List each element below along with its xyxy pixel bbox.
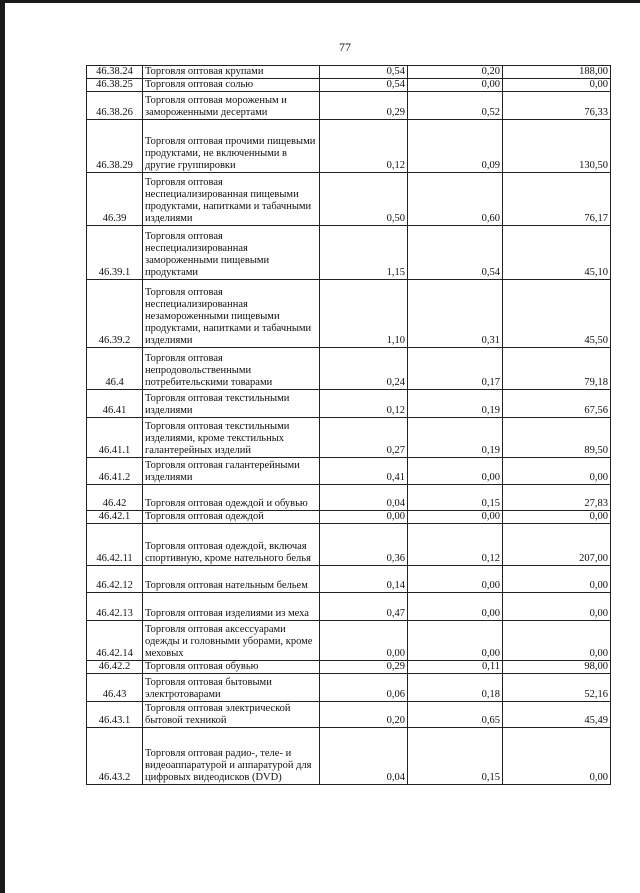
row-name: Торговля оптовая текстильными изделиями [143,390,320,418]
row-code: 46.42.12 [87,566,143,593]
row-code: 46.43.2 [87,728,143,785]
table-row [87,728,611,785]
row-code: 46.42.13 [87,593,143,621]
row-name: Торговля оптовая текстильными изделиями, кроме текстильных галантерейных изделий [143,418,320,458]
row-value-1: 0,36 [320,524,408,566]
row-code: 46.42 [87,485,143,511]
table-row [87,66,611,79]
row-value-3: 188,00 [503,66,611,79]
row-value-3: 76,33 [503,92,611,120]
row-value-3: 0,00 [503,566,611,593]
row-name: Торговля оптовая крупами [143,66,320,79]
scan-edge-top [0,0,640,3]
row-value-3: 0,00 [503,511,611,524]
table-row [87,458,611,485]
scan-edge-left [0,0,5,893]
table-row [87,418,611,458]
row-value-2: 0,00 [408,458,503,485]
row-value-1: 0,29 [320,92,408,120]
row-value-3: 76,17 [503,173,611,226]
row-value-1: 0,47 [320,593,408,621]
row-value-1: 0,04 [320,485,408,511]
row-code: 46.42.2 [87,661,143,674]
row-value-2: 0,15 [408,485,503,511]
row-value-2: 0,52 [408,92,503,120]
row-code: 46.41.2 [87,458,143,485]
table-row [87,511,611,524]
row-name: Торговля оптовая одеждой и обувью [143,485,320,511]
row-value-3: 130,50 [503,120,611,173]
row-name: Торговля оптовая изделиями из меха [143,593,320,621]
row-name: Торговля оптовая одеждой, включая спортивную, кроме нательного белья [143,524,320,566]
row-value-3: 27,83 [503,485,611,511]
row-code: 46.43 [87,674,143,702]
row-code: 46.42.14 [87,621,143,661]
row-value-1: 0,24 [320,348,408,390]
row-value-2: 0,19 [408,390,503,418]
table-row [87,702,611,728]
row-code: 46.39.2 [87,280,143,348]
row-value-1: 0,04 [320,728,408,785]
row-value-3: 67,56 [503,390,611,418]
table-row [87,280,611,348]
row-value-1: 0,29 [320,661,408,674]
row-code: 46.41.1 [87,418,143,458]
row-code: 46.38.24 [87,66,143,79]
table-row [87,661,611,674]
row-value-1: 0,50 [320,173,408,226]
row-value-2: 0,31 [408,280,503,348]
row-value-3: 45,50 [503,280,611,348]
row-name: Торговля оптовая прочими пищевыми продуктами, не включенными в другие группировки [143,120,320,173]
row-value-1: 0,27 [320,418,408,458]
row-code: 46.4 [87,348,143,390]
row-name: Торговля оптовая мороженым и замороженными десертами [143,92,320,120]
row-value-2: 0,00 [408,566,503,593]
row-name: Торговля оптовая нательным бельем [143,566,320,593]
row-value-3: 0,00 [503,458,611,485]
row-code: 46.42.1 [87,511,143,524]
table-body [87,66,611,785]
table-row [87,173,611,226]
row-name: Торговля оптовая неспециализированная незамороженными пищевыми продуктами, напитками и табачными изделиями [143,280,320,348]
row-name: Торговля оптовая электрической бытовой техникой [143,702,320,728]
row-value-3: 79,18 [503,348,611,390]
table-row [87,485,611,511]
row-value-1: 0,14 [320,566,408,593]
row-value-1: 0,54 [320,79,408,92]
row-name: Торговля оптовая бытовыми электротоварами [143,674,320,702]
row-value-2: 0,54 [408,226,503,280]
row-value-2: 0,00 [408,593,503,621]
row-code: 46.38.25 [87,79,143,92]
table-row [87,348,611,390]
row-value-2: 0,19 [408,418,503,458]
row-value-3: 0,00 [503,593,611,621]
row-value-2: 0,00 [408,79,503,92]
row-name: Торговля оптовая неспециализированная пищевыми продуктами, напитками и табачными изделиями [143,173,320,226]
table-row [87,120,611,173]
table-row [87,92,611,120]
table-row [87,390,611,418]
row-value-2: 0,12 [408,524,503,566]
row-code: 46.39 [87,173,143,226]
row-value-1: 0,54 [320,66,408,79]
row-name: Торговля оптовая непродовольственными потребительскими товарами [143,348,320,390]
row-value-2: 0,00 [408,511,503,524]
row-name: Торговля оптовая аксессуарами одежды и головными уборами, кроме меховых [143,621,320,661]
row-value-1: 1,10 [320,280,408,348]
row-value-3: 45,49 [503,702,611,728]
row-value-3: 89,50 [503,418,611,458]
row-value-3: 0,00 [503,79,611,92]
row-name: Торговля оптовая одеждой [143,511,320,524]
row-value-2: 0,60 [408,173,503,226]
row-value-1: 0,00 [320,621,408,661]
row-name: Торговля оптовая солью [143,79,320,92]
table-row [87,566,611,593]
row-value-2: 0,18 [408,674,503,702]
row-name: Торговля оптовая обувью [143,661,320,674]
table-row [87,674,611,702]
row-code: 46.38.29 [87,120,143,173]
row-value-1: 0,12 [320,390,408,418]
row-value-2: 0,11 [408,661,503,674]
row-value-3: 0,00 [503,728,611,785]
row-code: 46.42.11 [87,524,143,566]
row-value-2: 0,15 [408,728,503,785]
row-code: 46.43.1 [87,702,143,728]
row-value-2: 0,09 [408,120,503,173]
industry-codes-table [86,65,611,785]
row-value-1: 0,12 [320,120,408,173]
row-name: Торговля оптовая радио-, теле- и видеоаппаратурой и аппаратурой для цифровых видеодисков (DVD) [143,728,320,785]
row-value-1: 0,20 [320,702,408,728]
row-value-3: 45,10 [503,226,611,280]
row-name: Торговля оптовая неспециализированная замороженными пищевыми продуктами [143,226,320,280]
table-row [87,79,611,92]
row-value-1: 0,06 [320,674,408,702]
row-name: Торговля оптовая галантерейными изделиями [143,458,320,485]
table-row [87,226,611,280]
row-code: 46.38.26 [87,92,143,120]
row-value-2: 0,20 [408,66,503,79]
page-number: 77 [339,40,351,54]
row-value-3: 52,16 [503,674,611,702]
table-row [87,593,611,621]
row-value-2: 0,65 [408,702,503,728]
row-value-1: 0,41 [320,458,408,485]
row-value-1: 0,00 [320,511,408,524]
row-value-3: 207,00 [503,524,611,566]
table-row [87,524,611,566]
row-value-3: 0,00 [503,621,611,661]
row-code: 46.39.1 [87,226,143,280]
table-row [87,621,611,661]
row-value-2: 0,17 [408,348,503,390]
row-value-3: 98,00 [503,661,611,674]
row-value-2: 0,00 [408,621,503,661]
row-code: 46.41 [87,390,143,418]
row-value-1: 1,15 [320,226,408,280]
